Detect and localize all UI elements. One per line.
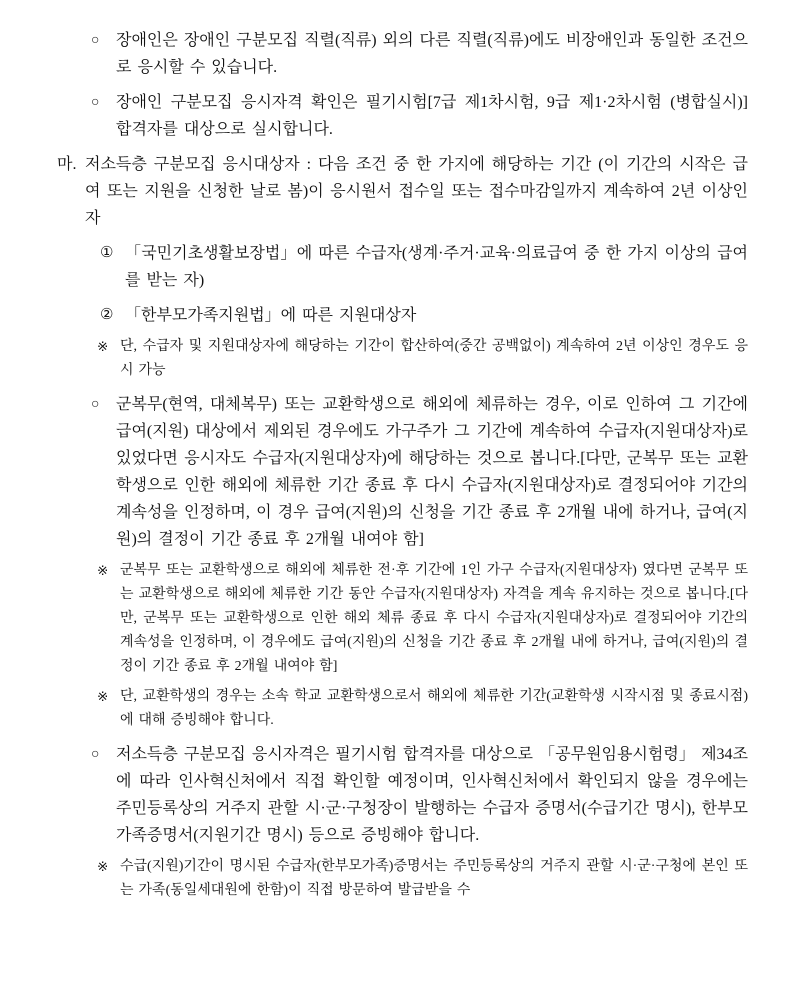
- item-text: 저소득층 구분모집 응시대상자 : 다음 조건 중 한 가지에 해당하는 기간 (이 기간의 시작은 급여 또는 지원을 신청한 날로 봄)이 응시원서 접수일 또는 접수마감일까지 계속하여 2년 이상인 자: [85, 156, 748, 227]
- item-low-income-target: [0, 151, 800, 232]
- note-text: 수급(지원)기간이 명시된 수급자(한부모가족)증명서는 주민등록상의 거주지 관할 시·군·구청에 본인 또는 가족(동일세대원에 한함)이 직접 방문하여 발급받을 수: [120, 859, 748, 898]
- note-single-household-recipient: [0, 559, 800, 679]
- item-basic-livelihood-recipient: [0, 240, 800, 294]
- item-disabled-other-series: [0, 27, 800, 81]
- note-combined-period: [0, 335, 800, 383]
- item-text: 「한부모가족지원법」에 따른 지원대상자: [125, 307, 417, 324]
- circle-bullet-icon: ○: [91, 747, 100, 762]
- note-text: 군복무 또는 교환학생으로 해외에 체류한 전·후 기간에 1인 가구 수급자(지원대상자) 였다면 군복무 또는 교환학생으로 해외에 체류한 기간 동안 수급자(지원대상자) 자격을 계속 유지하는 것으로 봅니다.[다만, 군복무 또는 교환학생으로 인한 해외 체류 종료 후 다시 수급자(지원대상자)로 결정되어야 기간의 계속성을 인정하며, 이 경우에도 급여(지원)의 신청을 기간 종료 후 2개월 내에 하거나, 급여(지원)의 결정이 기간 종료 후 2개월 내여야 함]: [120, 563, 748, 674]
- circle-bullet-icon: ○: [91, 397, 100, 412]
- note-text: 단, 수급자 및 지원대상자에 해당하는 기간이 합산하여(중간 공백없이) 계속하여 2년 이상인 경우도 응시 가능: [120, 339, 748, 378]
- reference-mark-icon: ※: [97, 563, 109, 578]
- item-text: 「국민기초생활보장법」에 따른 수급자(생계·주거·교육·의료급여 중 한 가지 이상의 급여를 받는 자): [125, 245, 748, 289]
- circled-number-2-icon: ②: [100, 307, 114, 323]
- item-text: 장애인 구분모집 응시자격 확인은 필기시험[7급 제1차시험, 9급 제1·2차시험 (병합실시)] 합격자를 대상으로 실시합니다.: [116, 94, 748, 138]
- item-low-income-verification: [0, 741, 800, 849]
- item-text: 장애인은 장애인 구분모집 직렬(직류) 외의 다른 직렬(직류)에도 비장애인과 동일한 조건으로 응시할 수 있습니다.: [116, 32, 748, 76]
- item-disabled-eligibility-check: [0, 89, 800, 143]
- circle-bullet-icon: ○: [91, 33, 100, 48]
- reference-mark-icon: ※: [97, 859, 109, 874]
- reference-mark-icon: ※: [97, 339, 109, 354]
- item-military-overseas-stay: [0, 391, 800, 553]
- circled-number-1-icon: ①: [100, 245, 114, 261]
- section-label-ma: 마.: [57, 156, 77, 173]
- reference-mark-icon: ※: [97, 689, 109, 704]
- note-certificate-issuance: [0, 855, 800, 903]
- circle-bullet-icon: ○: [91, 95, 100, 110]
- item-text: 저소득층 구분모집 응시자격은 필기시험 합격자를 대상으로 「공무원임용시험령」 제34조에 따라 인사혁신처에서 직접 확인할 예정이며, 인사혁신처에서 확인되지 않을 경우에는 주민등록상의 거주지 관할 시·군·구청장이 발행하는 수급자 증명서(수급기간 명시), 한부모가족증명서(지원기간 명시) 등으로 증빙해야 합니다.: [116, 746, 748, 844]
- note-exchange-student-proof: [0, 685, 800, 733]
- item-text: 군복무(현역, 대체복무) 또는 교환학생으로 해외에 체류하는 경우, 이로 인하여 그 기간에 급여(지원) 대상에서 제외된 경우에도 가구주가 그 기간에 계속하여 수급자(지원대상자)로 있었다면 응시자도 수급자(지원대상자)에 해당하는 것으로 봅니다.[다만, 군복무 또는 교환학생으로 인한 해외에 체류한 기간 종료 후 다시 수급자(지원대상자)로 결정되어야 기간의 계속성을 인정하며, 이 경우 급여(지원)의 신청을 기간 종료 후 2개월 내에 하거나, 급여(지원)의 결정이 기간 종료 후 2개월 내여야 함]: [116, 396, 748, 548]
- item-single-parent-support: [0, 302, 800, 329]
- note-text: 단, 교환학생의 경우는 소속 학교 교환학생으로서 해외에 체류한 기간(교환학생 시작시점 및 종료시점)에 대해 증빙해야 합니다.: [120, 689, 748, 728]
